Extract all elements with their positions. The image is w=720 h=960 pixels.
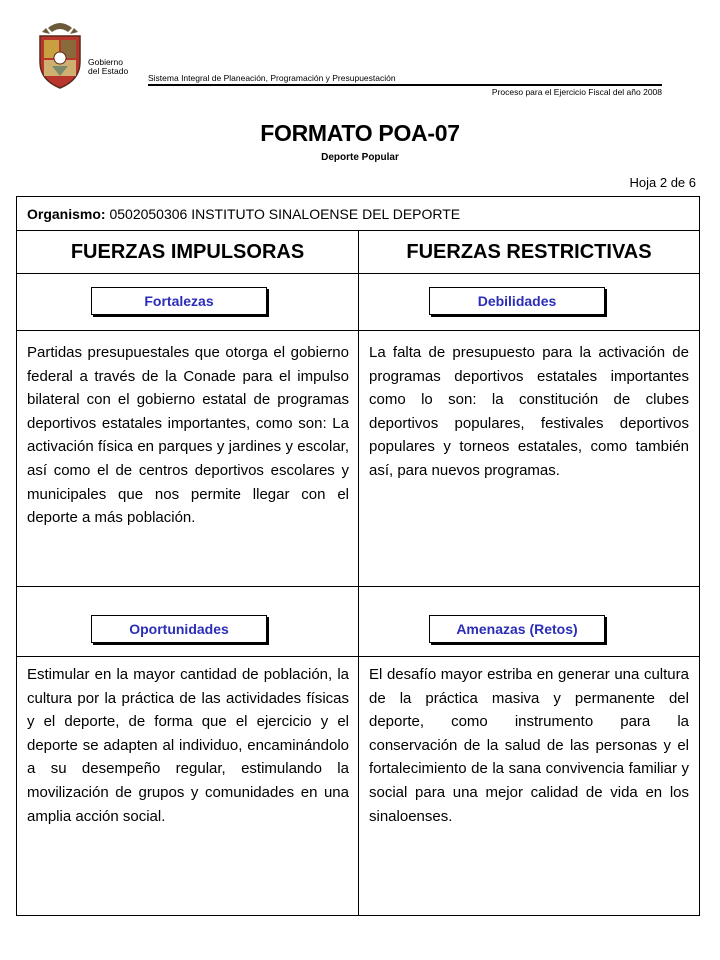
foda-table xyxy=(16,196,700,916)
organismo-label: Organismo: xyxy=(27,206,106,222)
oportunidades-label: Oportunidades xyxy=(91,615,267,643)
fuerzas-restrictivas-header: FUERZAS RESTRICTIVAS xyxy=(359,231,699,274)
fortalezas-label: Fortalezas xyxy=(91,287,267,315)
page-title: FORMATO POA-07 xyxy=(260,120,460,146)
page-number: Hoja 2 de 6 xyxy=(629,175,696,190)
organismo-value: 0502050306 INSTITUTO SINALOENSE DEL DEPORTE xyxy=(105,206,461,222)
amenazas-label: Amenazas (Retos) xyxy=(429,615,605,643)
row-divider-3 xyxy=(17,656,699,657)
system-name: Sistema Integral de Planeación, Programación y Presupuestación xyxy=(148,73,396,83)
page-subtitle: Deporte Popular xyxy=(321,152,399,163)
fuerzas-impulsoras-header: FUERZAS IMPULSORAS xyxy=(17,231,358,274)
gobierno-del-estado-text xyxy=(88,58,128,76)
row-divider-1 xyxy=(17,330,699,331)
column-divider xyxy=(358,231,359,915)
state-seal-logo xyxy=(34,18,86,90)
debilidades-text: La falta de presupuesto para la activación de programas deportivos estatales importantes como lo son: la constitución de clubes deportivos populares, festivales deportivos populares y torneos estatales, como también así, para nuevos programas. xyxy=(369,344,689,479)
header-divider xyxy=(148,84,662,86)
gobierno-line-2: del Estado xyxy=(88,66,129,76)
row-divider-2 xyxy=(17,586,699,587)
gobierno-line-1: Gobierno xyxy=(88,57,123,67)
amenazas-text: El desafío mayor estriba en generar una cultura de la práctica masiva y permanente del deporte, como instrumento para la conservación de la salud de las personas y el fortalecimiento de la sana convivencia familiar y social para una mejor calidad de vida en los sinaloenses. xyxy=(369,666,689,825)
debilidades-label: Debilidades xyxy=(429,287,605,315)
fortalezas-text: Partidas presupuestales que otorga el gobierno federal a través de la Conade para el impulso bilateral con el gobierno estatal de programas deportivos estatales importantes, como son: La activación física en parques y jardines y escolar, así como el de centros deportivos escolares y municipales que nos permite llegar con el deporte a más población. xyxy=(27,344,349,527)
organismo-row xyxy=(17,197,699,231)
oportunidades-text: Estimular en la mayor cantidad de población, la cultura por la práctica de las actividades físicas y el deporte, de forma que el ejercicio y el deporte se adapten al individuo, encaminándolo a su desempeño regular, estimulando la movilización de grupos y comunidades en una amplia acción social. xyxy=(27,666,349,825)
fiscal-process-text: Proceso para el Ejercicio Fiscal del año 2008 xyxy=(491,87,662,97)
